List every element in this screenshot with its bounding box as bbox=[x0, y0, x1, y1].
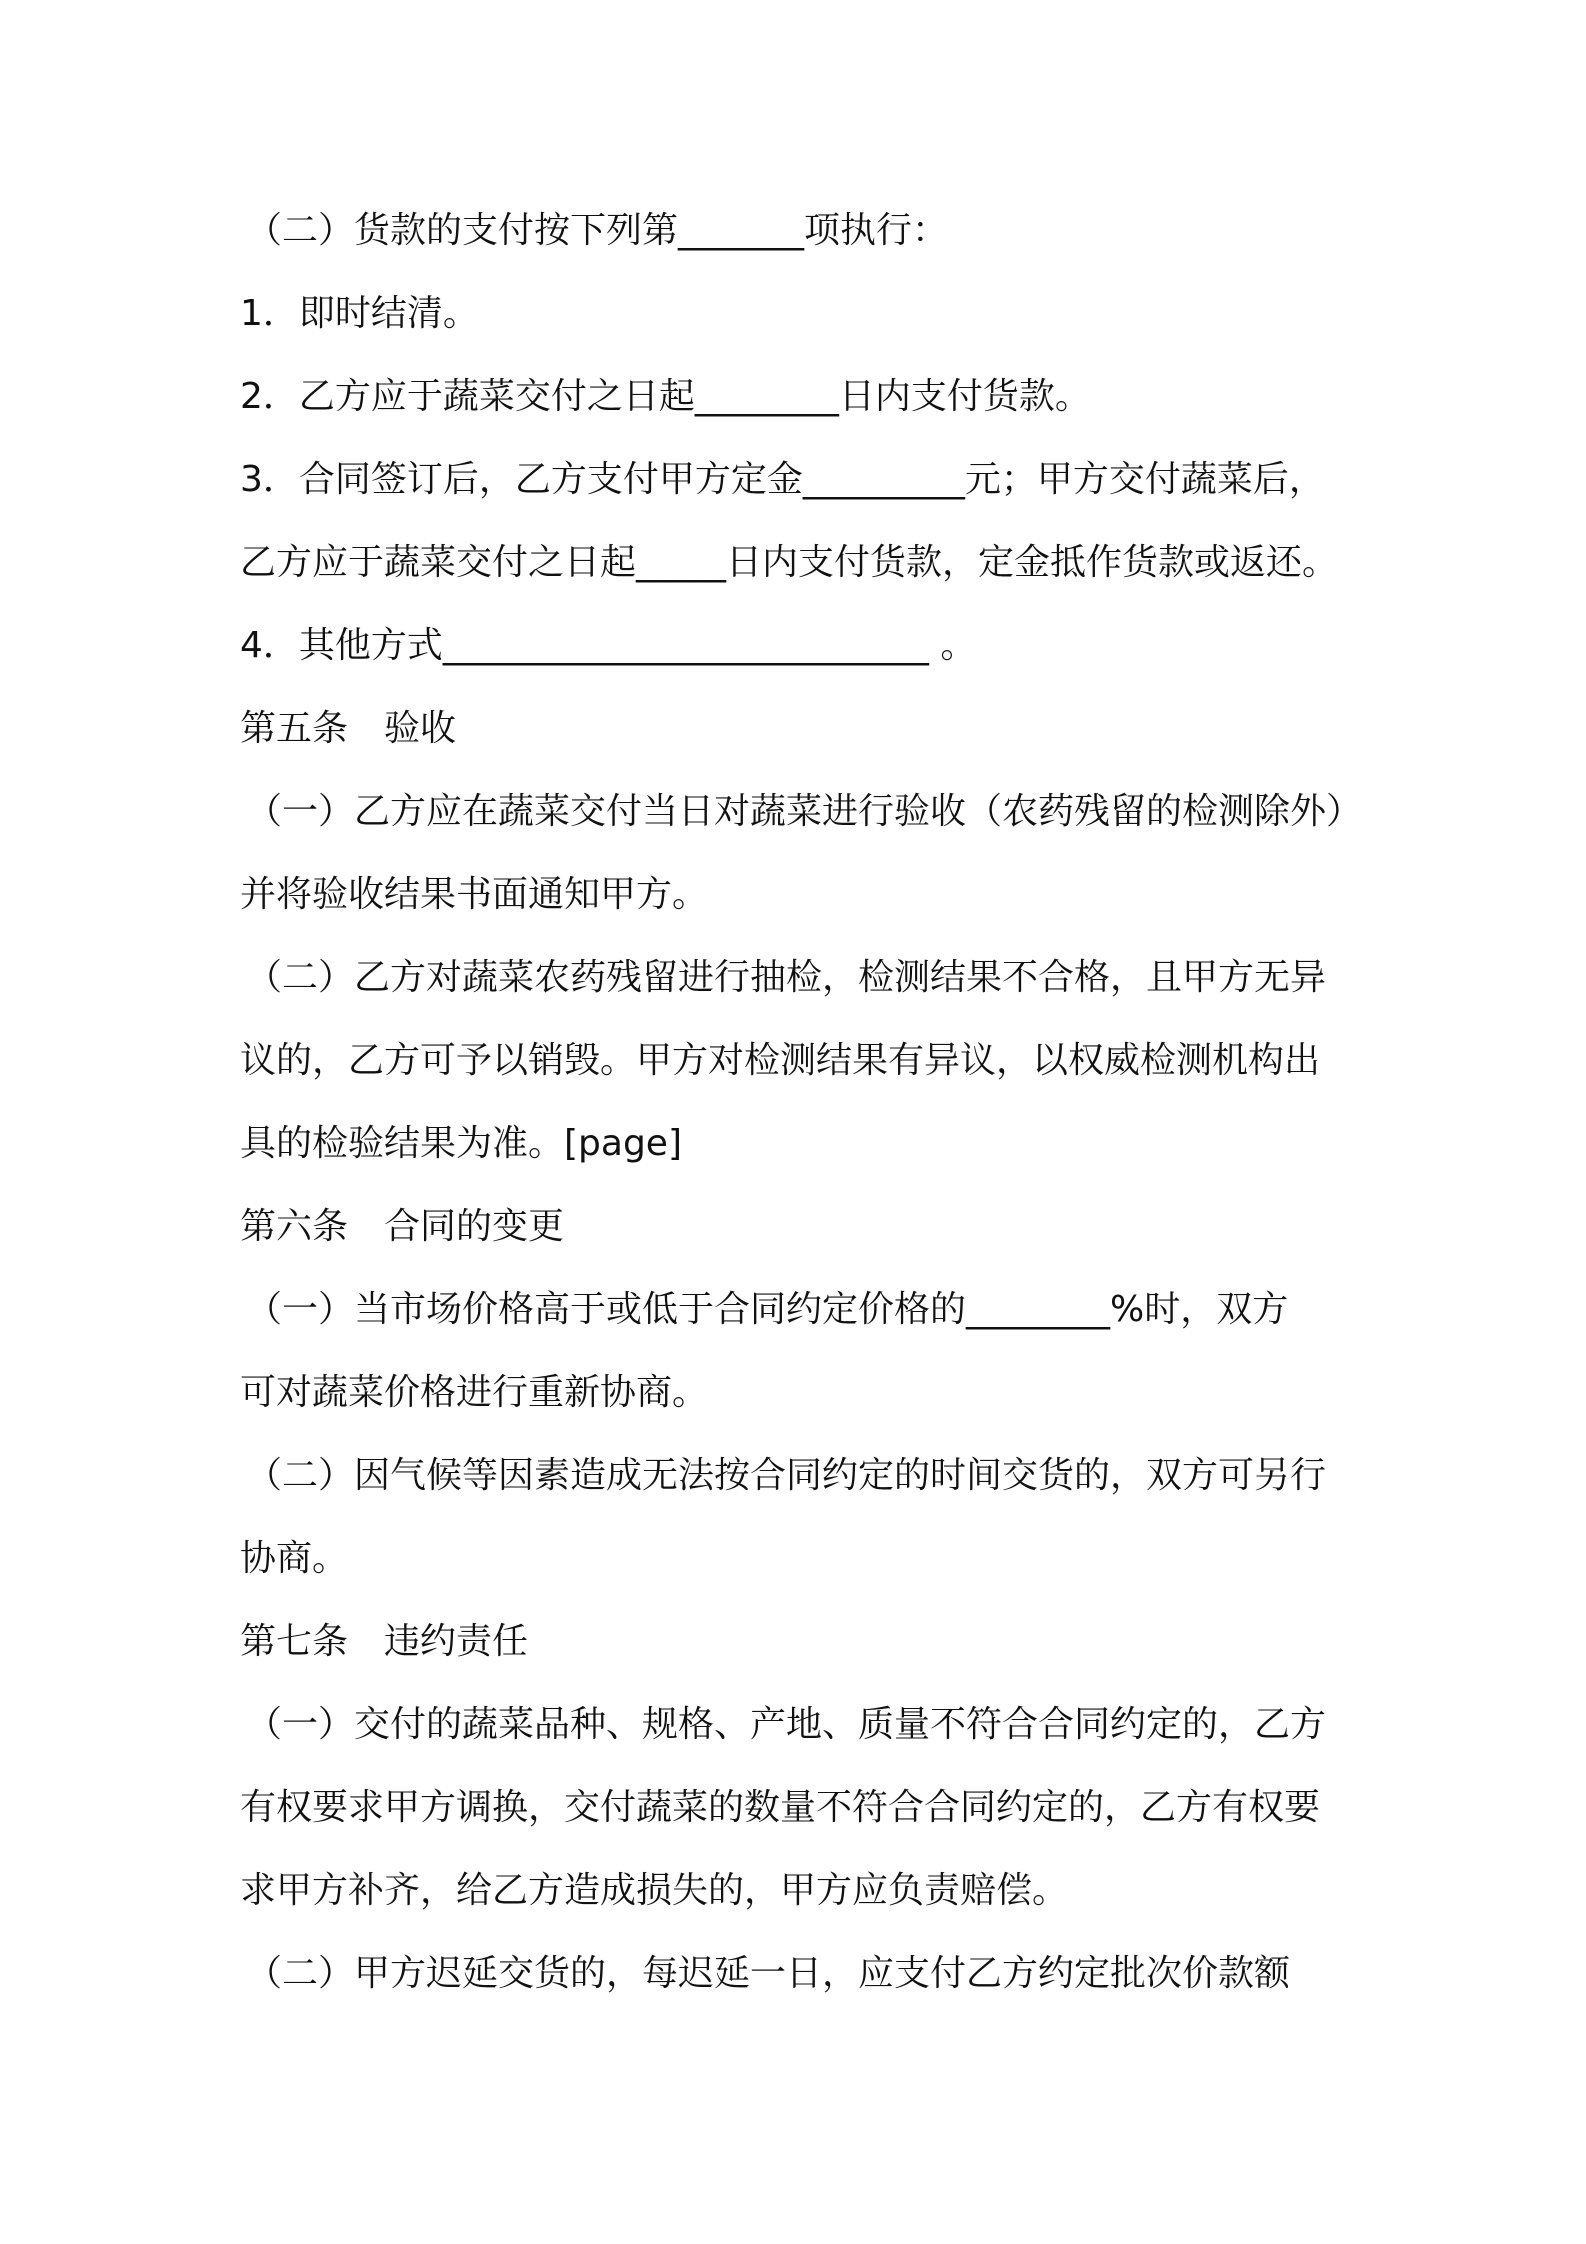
article-6-clause-1-line-2: 可对蔬菜价格进行重新协商。 bbox=[240, 1372, 709, 1413]
article-6-heading: 第六条 合同的变更 bbox=[240, 1206, 565, 1247]
payment-option-2: 2．乙方应于蔬菜交付之日起________日内支付货款。 bbox=[240, 376, 1091, 417]
article-5-clause-2-line-1: （二）乙方对蔬菜农药残留进行抽检，检测结果不合格，且甲方无异 bbox=[246, 957, 1327, 998]
article-5-clause-1-line-1: （一）乙方应在蔬菜交付当日对蔬菜进行验收（农药残留的检测除外） bbox=[246, 791, 1363, 832]
article-6-clause-1-line-1: （一）当市场价格高于或低于合同约定价格的________%时，双方 bbox=[246, 1289, 1289, 1330]
article-6-clause-2-line-1: （二）因气候等因素造成无法按合同约定的时间交货的，双方可另行 bbox=[246, 1455, 1327, 1496]
payment-option-3-line-2: 乙方应于蔬菜交付之日起_____日内支付货款，定金抵作货款或返还。 bbox=[240, 542, 1339, 583]
article-7-clause-1-line-1: （一）交付的蔬菜品种、规格、产地、质量不符合合同约定的，乙方 bbox=[246, 1704, 1327, 1745]
article-5-clause-1-line-2: 并将验收结果书面通知甲方。 bbox=[240, 874, 709, 915]
paragraph-payment-method: （二）货款的支付按下列第_______项执行： bbox=[246, 210, 949, 251]
article-7-heading: 第七条 违约责任 bbox=[240, 1621, 529, 1662]
payment-option-1: 1．即时结清。 bbox=[240, 293, 479, 334]
payment-option-4: 4．其他方式___________________________ 。 bbox=[240, 625, 977, 666]
article-5-clause-2-line-3: 具的检验结果为准。[page] bbox=[240, 1123, 683, 1164]
article-5-clause-2-line-2: 议的，乙方可予以销毁。甲方对检测结果有异议，以权威检测机构出 bbox=[240, 1040, 1321, 1081]
article-7-clause-1-line-3: 求甲方补齐，给乙方造成损失的，甲方应负责赔偿。 bbox=[240, 1870, 1069, 1911]
article-6-clause-2-line-2: 协商。 bbox=[240, 1538, 349, 1579]
article-5-heading: 第五条 验收 bbox=[240, 708, 457, 749]
article-7-clause-2-line-1: （二）甲方迟延交货的，每迟延一日，应支付乙方约定批次价款额 bbox=[246, 1953, 1291, 1994]
article-7-clause-1-line-2: 有权要求甲方调换，交付蔬菜的数量不符合合同约定的，乙方有权要 bbox=[240, 1787, 1321, 1828]
payment-option-3-line-1: 3．合同签订后，乙方支付甲方定金_________元；甲方交付蔬菜后， bbox=[240, 459, 1325, 500]
